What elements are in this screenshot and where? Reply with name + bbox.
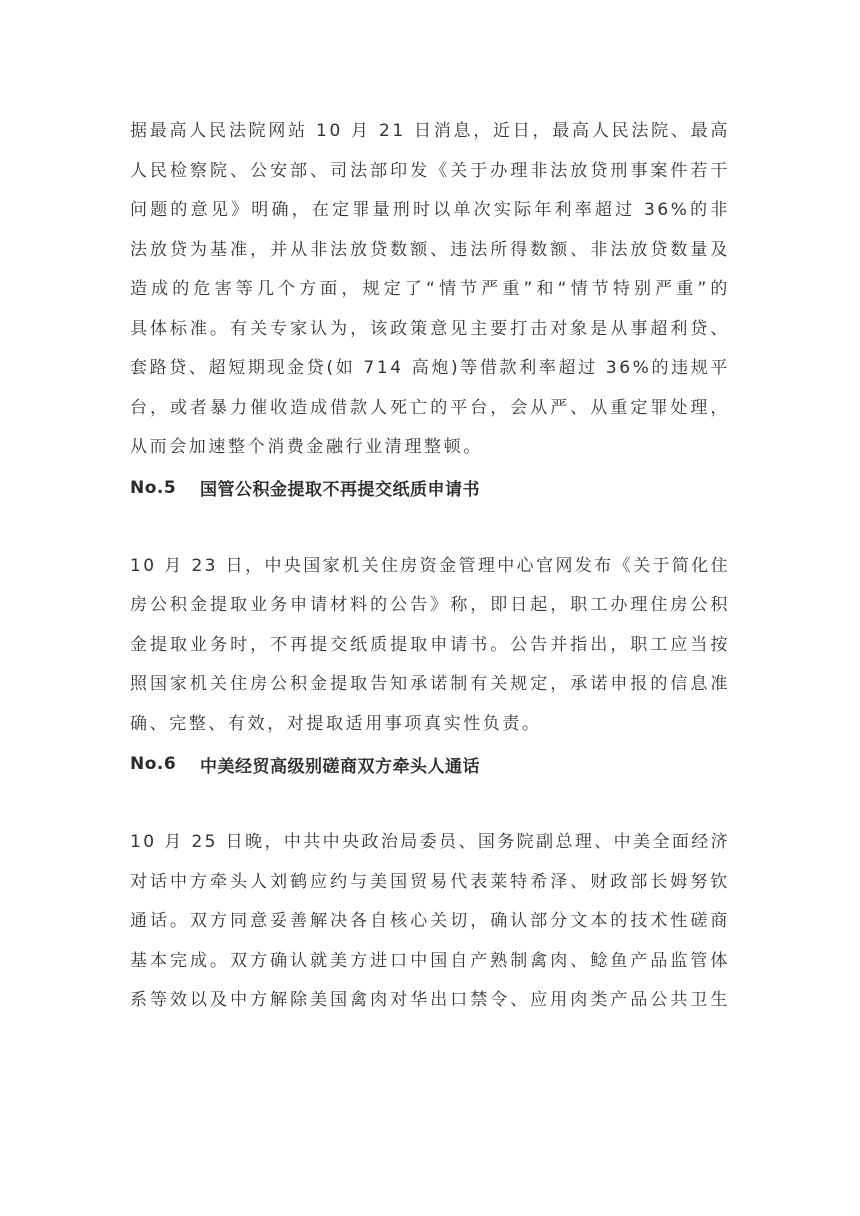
section-number: No.6 [130,754,177,774]
text-line: 具体标准。有关专家认为，该政策意见主要打击对象是从事超利贷、 [130,318,730,339]
text-line: 对话中方牵头人刘鹤应约与美国贸易代表莱特希泽、财政部长姆努钦 [130,871,730,892]
section-number: No.5 [130,477,177,498]
text-line: 确、完整、有效，对提取适用事项真实性负责。 [130,713,542,734]
text-line: 据最高人民法院网站 10 月 21 日消息，近日，最高人民法院、最高 [130,121,730,141]
paragraph-housing-fund [130,547,730,745]
paragraph-lending-rules [130,112,730,468]
text-line: 金提取业务时，不再提交纸质提取申请书。公告并指出，职工应当按 [130,634,730,655]
text-line: 套路贷、超短期现金贷(如 714 高炮)等借款利率超过 36%的违规平 [130,358,730,378]
text-line: 从而会加速整个消费金融行业清理整顿。 [130,437,483,457]
text-line: 10 月 23 日，中央国家机关住房资金管理中心官网发布《关于简化住 [130,555,731,576]
section-title: 国管公积金提取不再提交纸质申请书 [200,480,480,500]
text-line: 10 月 25 日晚，中共中央政治局委员、国务院副总理、中美全面经济 [130,832,731,852]
text-line: 系等效以及中方解除美国禽肉对华出口禁令、应用肉类产品公共卫生 [130,990,730,1010]
paragraph-trade-talks [130,823,730,1021]
text-line: 房公积金提取业务申请材料的公告》称，即日起，职工办理住房公积 [130,595,730,615]
text-line: 台，或者暴力催收造成借款人死亡的平台，会从严、从重定罪处理， [130,397,730,418]
text-line: 通话。双方同意妥善解决各自核心关切，确认部分文本的技术性磋商 [130,911,730,931]
text-line: 人民检察院、公安部、司法部印发《关于办理非法放贷刑事案件若干 [130,160,730,181]
section-title: 中美经贸高级别磋商双方牵头人通话 [200,756,480,777]
text-line: 问题的意见》明确，在定罪量刑时以单次实际年利率超过 36%的非 [130,200,730,220]
text-line: 照国家机关住房公积金提取告知承诺制有关规定，承诺申报的信息准 [130,674,730,694]
section-heading-no6 [130,749,730,779]
section-heading-no5 [130,473,730,503]
article-body [130,112,730,1021]
text-line: 法放贷为基准，并从非法放贷数额、违法所得数额、非法放贷数量及 [130,239,730,260]
text-line: 基本完成。双方确认就美方进口中国自产熟制禽肉、鲶鱼产品监管体 [130,950,730,971]
text-line: 造成的危害等几个方面，规定了“情节严重”和“情节特别严重”的 [130,279,730,299]
